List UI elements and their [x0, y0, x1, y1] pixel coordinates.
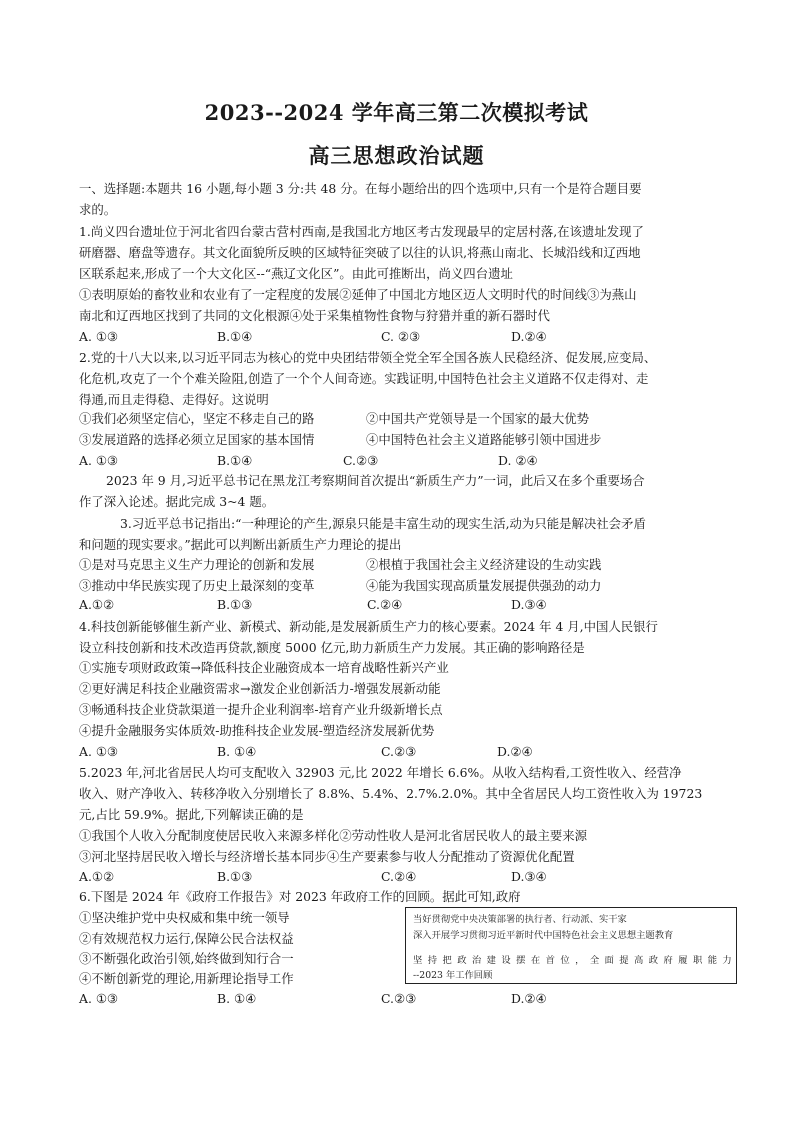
report-excerpt-line: 当好贯彻党中央决策部署的执行者、行动派、实干家 — [413, 914, 627, 925]
excerpt-char: 提 — [619, 955, 629, 966]
q1-options — [79, 326, 719, 347]
q6-option-c: C.②③ — [381, 991, 417, 1006]
q6-statement-line: ①坚决维护党中央权威和集中统一领导 — [79, 910, 290, 925]
q3-stem-line: 和问题的现实要求。”据此可以判断出新质生产力理论的提出 — [79, 537, 402, 552]
q5-option-b: B.①③ — [217, 869, 253, 884]
excerpt-char: 府 — [663, 955, 673, 966]
q2-option-c: C.②③ — [343, 453, 379, 468]
excerpt-char: 力 — [722, 955, 732, 966]
q5-statement-line: ③河北坚持居民收入增长与经济增长基本同步④生产要素参与收人分配推动了资源优化配置 — [79, 849, 575, 864]
q3-statement-1: ①是对马克思主义生产力理论的创新和发展 — [79, 557, 315, 572]
q4-option-d: D.②④ — [497, 744, 533, 759]
q1-statement-line: 南北和辽西地区找到了共同的文化根源④处于采集植物性食物与狩猎并重的新石器时代 — [79, 308, 550, 323]
q4-option-c: C.②③ — [381, 744, 417, 759]
q3-option-b: B.①③ — [217, 597, 253, 612]
excerpt-char: 治 — [471, 955, 482, 966]
q3-statement-2: ②根植于我国社会主义经济建设的生动实践 — [366, 557, 602, 572]
section-instruction: 一、选择题:本题共 16 小题,每小题 3 分:共 48 分。在每小题给出的四个选项中,只有一个是符合题目要 — [79, 181, 642, 196]
excerpt-char: 持 — [427, 955, 438, 966]
report-excerpt-justified-line — [413, 953, 732, 969]
q2-stem-line: 2.党的十八大以来,以习近平同志为核心的党中央团结带领全党全军全国各族人民稳经济、促发展,应变局、 — [79, 350, 657, 365]
q2-statement-4: ④中国特色社会主义道路能够引领中国进步 — [366, 432, 602, 447]
exam-subtitle: 高三思想政治试题 — [308, 143, 485, 168]
q4-statement-line: ③畅通科技企业贷款渠道一提升企业利润率-培育产业升级新增长点 — [79, 702, 443, 717]
q6-option-b: B. ①④ — [217, 991, 257, 1006]
report-excerpt-box — [405, 907, 737, 984]
report-excerpt-line: 深入开展学习贯彻习近平新时代中国特色社会主义思想主题教育 — [413, 930, 674, 941]
q3-option-c: C.②④ — [367, 597, 403, 612]
excerpt-char: 把 — [442, 955, 452, 966]
q2-option-d: D. ②④ — [498, 453, 538, 468]
q5-stem-line: 收入、财产净收入、转移净收入分别增长了 8.8%、5.4%、2.7%.2.0%。其中全省居民人均工资性收入为 19723 — [79, 786, 703, 801]
q6-options — [79, 988, 639, 1009]
q1-stem-line: 区联系起来,形成了一个大文化区--“燕辽文化区”。由此可推断出，尚义四台遗址 — [79, 266, 513, 281]
q3-statement-4: ④能为我国实现高质量发展提供强劲的动力 — [366, 578, 602, 593]
q1-option-d: D.②④ — [511, 329, 547, 344]
q4-options — [79, 741, 719, 762]
q6-stem: 6.下图是 2024 年《政府工作报告》对 2023 年政府工作的回顾。据此可知,政府 — [79, 889, 521, 904]
q4-statement-line: ②更好满足科技企业融资需求→激发企业创新活力-增强发展新动能 — [79, 681, 441, 696]
excerpt-char: 政 — [648, 955, 659, 966]
q5-option-c: C.②④ — [381, 869, 417, 884]
q3-statement-3: ③推动中华民族实现了历史上最深刻的变革 — [79, 578, 315, 593]
q2-options — [79, 450, 719, 471]
excerpt-char: 政 — [457, 955, 467, 966]
q2-statement-1: ①我们必须坚定信心，坚定不移走自己的路 — [79, 411, 315, 426]
q6-statement-line: ③不断强化政治引领,始终做到知行合一 — [79, 951, 294, 966]
q6-statement-line: ④不断创新党的理论,用新理论指导工作 — [79, 971, 294, 986]
excerpt-char: 履 — [678, 955, 688, 966]
q5-option-a: A.①② — [79, 869, 115, 884]
q6-option-a: A. ①③ — [79, 991, 119, 1006]
q6-option-d: D.②④ — [511, 991, 547, 1006]
report-excerpt-source: --2023 年工作回顾 — [413, 970, 493, 981]
q6-statement-line: ②有效规范权力运行,保障公民合法权益 — [79, 931, 294, 946]
excerpt-char: 职 — [692, 955, 703, 966]
q34-intro-line: 作了深入论述。据此完成 3~4 题。 — [79, 494, 275, 509]
excerpt-char: 在 — [530, 955, 541, 966]
q34-intro-line: 2023 年 9 月,习近平总书记在黑龙江考察期间首次提出“新质生产力”一词，此后又在多个重要场合 — [106, 473, 645, 488]
excerpt-char: 建 — [486, 955, 496, 966]
q3-option-d: D.③④ — [511, 597, 547, 612]
excerpt-char: 首 — [545, 955, 555, 966]
q5-statement-line: ①我国个人收入分配制度使居民收入来源多样化②劳动性收人是河北省居民收人的最主要来源 — [79, 828, 588, 843]
q4-stem-line: 4.科技创新能够催生新产业、新模式、新动能,是发展新质生产力的核心要素。2024 年 4 月,中国人民银行 — [79, 619, 658, 634]
q3-stem-line: 3.习近平总书记指出:“一种理论的产生,源泉只能是丰富生动的现实生活,动为只能是解决社会矛盾 — [120, 516, 646, 531]
q3-options — [79, 594, 719, 615]
q2-option-b: B.①④ — [217, 453, 253, 468]
q1-stem-line: 研磨器、磨盘等遗存。其文化面貌所反映的区域特征突破了以往的认识,将燕山南北、长城沿线和辽西地 — [79, 245, 641, 260]
excerpt-char: ， — [575, 955, 585, 966]
excerpt-char: 摆 — [516, 955, 526, 966]
excerpt-char: 设 — [501, 955, 511, 966]
q2-statement-2: ②中国共产党领导是一个国家的最大优势 — [366, 411, 590, 426]
q3-option-a: A.①② — [79, 597, 115, 612]
section-instruction-cont: 求的。 — [79, 202, 117, 217]
q2-stem-line: 化危机,攻克了一个个难关险阻,创造了一个个人间奇迹。实践证明,中国特色社会主义道路不仅走得对、走 — [79, 371, 649, 386]
q4-statement-line: ①实施专项财政政策→降低科技企业融资成本一培育战略性新兴产业 — [79, 660, 449, 675]
exam-title: 2023--2024 学年高三第二次模拟考试 — [204, 100, 589, 125]
q5-stem-line: 元,占比 59.9%。据此,下列解读正确的是 — [79, 807, 304, 822]
q2-option-a: A. ①③ — [79, 453, 119, 468]
excerpt-char: 全 — [589, 955, 600, 966]
q4-stem-line: 设立科技创新和技术改造再贷款,额度 5000 亿元,助力新质生产力发展。其正确的影响路径是 — [79, 640, 585, 655]
q5-stem-line: 5.2023 年,河北省居民人均可支配收入 32903 元,比 2022 年增长 6.6%。从收入结构看,工资性收入、经营净 — [79, 765, 682, 780]
q1-option-c: C. ②③ — [381, 329, 421, 344]
q4-option-b: B. ①④ — [217, 744, 257, 759]
excerpt-char: 位 — [560, 955, 570, 966]
q2-stem-line: 得通,而且走得稳、走得好。这说明 — [79, 392, 269, 407]
excerpt-char: 面 — [604, 955, 614, 966]
q1-stem-line: 1.尚义四台遗址位于河北省四台蒙古营村西南,是我国北方地区考古发现最早的定居村落,在该遗址发现了 — [79, 224, 644, 239]
excerpt-char: 高 — [634, 955, 644, 966]
excerpt-char: 坚 — [413, 955, 423, 966]
q4-statement-line: ④提升金融服务实体质效-助推科技企业发展-塑造经济发展新优势 — [79, 723, 435, 738]
q4-option-a: A. ①③ — [79, 744, 119, 759]
q1-option-a: A. ①③ — [79, 329, 119, 344]
excerpt-char: 能 — [707, 955, 717, 966]
q2-statement-3: ③发展道路的选择必须立足国家的基本国情 — [79, 432, 315, 447]
q1-option-b: B.①④ — [217, 329, 253, 344]
q5-options — [79, 866, 719, 887]
q1-statement-line: ①表明原始的畜牧业和农业有了一定程度的发展②延伸了中国北方地区迈人文明时代的时间线③为燕山 — [79, 287, 637, 302]
q5-option-d: D.③④ — [511, 869, 547, 884]
